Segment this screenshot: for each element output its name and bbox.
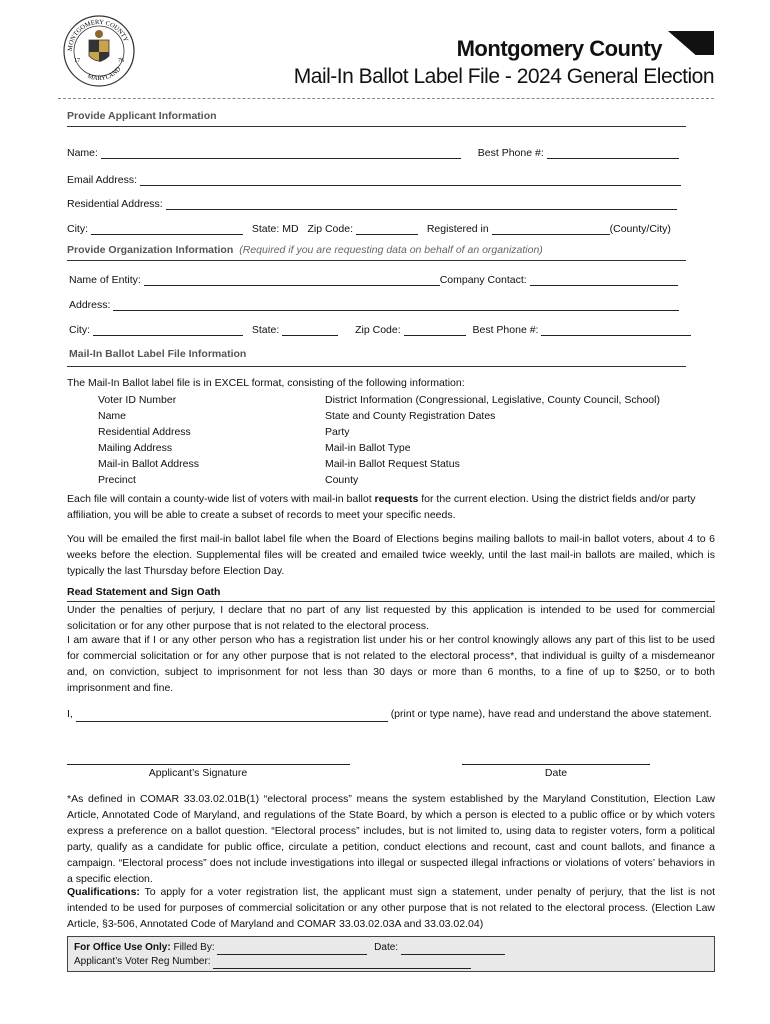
applicant-city-row: [67, 223, 671, 235]
date-line[interactable]: [462, 764, 650, 765]
oath-para2: I am aware that if I or any other person who has a registration list under his or her control knowingly allows any part of this list to be used for commercial solicitation or for any other purpose that is not related to the electoral process*, that individual is guilty of a misdemeanor and, on conviction, subject to imprisonment for not less than 30 days or more than 6 months, to a fine of up to $250, or to both imprisonment and fine.: [67, 634, 715, 694]
entity-label: Name of Entity:: [69, 274, 141, 286]
org-phone-label: Best Phone #:: [472, 324, 539, 336]
city-field[interactable]: [91, 224, 243, 235]
org-heading: [67, 244, 543, 256]
voter-reg-field[interactable]: [213, 958, 471, 969]
oath-print-text: (print or type name), have read and understand the above statement.: [390, 708, 712, 720]
svg-text:MARYLAND: MARYLAND: [86, 65, 123, 83]
org-state-field[interactable]: [282, 325, 338, 336]
contact-label: Company Contact:: [439, 274, 527, 286]
list-item: State and County Registration Dates: [325, 410, 496, 422]
print-name-field[interactable]: [76, 711, 388, 722]
file-fields-left: [98, 392, 325, 488]
svg-text:17: 17: [74, 58, 80, 64]
file-fields-right: [325, 392, 660, 488]
office-label: For Office Use Only:: [74, 942, 171, 953]
county-seal-logo: [62, 14, 136, 88]
contact-field[interactable]: [530, 275, 678, 286]
file-info-intro: The Mail-In Ballot label file is in EXCEL format, consisting of the following information:: [67, 377, 465, 389]
file-info-heading: Mail-In Ballot Label File Information: [69, 348, 247, 360]
applicant-heading: Provide Applicant Information: [67, 110, 217, 122]
office-date-label: Date:: [374, 942, 399, 953]
org-address-field[interactable]: [113, 300, 679, 311]
org-entity-row: [69, 274, 678, 286]
name-field[interactable]: [101, 148, 461, 159]
org-city-label: City:: [69, 324, 90, 336]
org-zip-field[interactable]: [404, 325, 466, 336]
file-info-para2: You will be emailed the first mail-in ballot label file when the Board of Elections begins mailing ballots to mail-in ballot voters, about 4 to 6 weeks before the election. Supplemental files will be created and emailed twice weekly, until the last mail-in ballots are mailed, which is typically the last Thursday before Election Day.: [67, 533, 715, 577]
org-phone-field[interactable]: [541, 325, 691, 336]
qualifications-para: [67, 884, 715, 932]
name-label: Name:: [67, 147, 98, 159]
list-item: Mail-in Ballot Address: [98, 458, 199, 470]
office-date-field[interactable]: [401, 944, 505, 955]
entity-field[interactable]: [144, 275, 440, 286]
list-item: Party: [325, 426, 350, 438]
org-zip-label: Zip Code:: [355, 324, 401, 336]
voter-reg-label: Applicant’s Voter Reg Number:: [74, 956, 211, 967]
svg-text:76: 76: [118, 58, 124, 64]
registered-label: Registered in: [426, 223, 489, 235]
list-item: Residential Address: [98, 426, 191, 438]
applicant-name-row: [67, 147, 679, 159]
office-use-box: [67, 936, 715, 972]
para1-text-b: for the current election. Using the district fields and/or party affiliation, you will be able to create a subset of records to meet your specific needs.: [67, 493, 696, 521]
org-address-label: Address:: [69, 299, 111, 311]
definition-para: *As defined in COMAR 33.03.02.01B(1) “electoral process” means the system established by the Maryland Constitution, Election Law Article, Annotated Code of Maryland, and regulations of the State Board, by which a person is elected to a public office or by which voters express a preference on a ballot question. “Electoral process” includes, but is not limited to, using data to register voters, form a political party, qualify as a candidate for public office, circulate a petition, conduct elections and recount, cast and count ballots, and finance a campaign. “Electoral process” does not include investigations into illegal or suspected illegal infractions or violations of voters’ behaviors in a specific election.: [67, 793, 715, 885]
file-info-rule: [67, 366, 686, 367]
oath-name-statement: [67, 706, 715, 722]
list-item: District Information (Congressional, Legislative, County Council, School): [325, 394, 660, 406]
para1-text-a: Each file will contain a county-wide list of voters with mail-in ballot: [67, 493, 375, 505]
flag-shape: [668, 31, 714, 55]
phone-field[interactable]: [547, 148, 679, 159]
org-rule: [67, 260, 686, 261]
applicant-rule: [67, 126, 686, 127]
oath-heading: Read Statement and Sign Oath: [67, 586, 221, 598]
email-label: Email Address:: [67, 174, 138, 186]
voter-reg-row: [74, 955, 708, 969]
email-field[interactable]: [140, 175, 681, 186]
list-item: Voter ID Number: [98, 394, 177, 406]
zip-label: Zip Code:: [307, 223, 353, 235]
form-title: Mail-In Ballot Label File - 2024 General Election: [293, 65, 714, 88]
org-state-label: State:: [251, 324, 280, 336]
org-address-row: [69, 299, 679, 311]
org-city-field[interactable]: [93, 325, 243, 336]
list-item: Mail-in Ballot Type: [325, 442, 411, 454]
county-title: Montgomery County: [456, 36, 662, 61]
residential-field[interactable]: [166, 199, 677, 210]
list-item: Mailing Address: [98, 442, 173, 454]
county-city-label: (County/City): [609, 223, 671, 235]
qualifications-text: To apply for a voter registration list, the applicant must sign a statement, under penalty of perjury, that the list is not intended to be used for purposes of commercial solicitation or any other purpose that is not related to the electoral process. (Election Law Article, §3-506, Annotated Code of Maryland and COMAR 33.03.02.03A and 33.03.02.04): [67, 886, 715, 930]
applicant-email-row: [67, 174, 681, 186]
svg-text:MONTGOMERY COUNTY: MONTGOMERY COUNTY: [66, 18, 130, 52]
header-divider: [58, 98, 714, 99]
zip-field[interactable]: [356, 224, 418, 235]
list-item: Precinct: [98, 474, 136, 486]
state-label: State:: [251, 223, 280, 235]
signature-line[interactable]: [67, 764, 350, 765]
state-value: MD: [282, 223, 299, 235]
org-heading-text: Provide Organization Information: [67, 244, 234, 256]
filled-by-field[interactable]: [217, 944, 367, 955]
phone-label: Best Phone #:: [477, 147, 544, 159]
signature-label: Applicant’s Signature: [148, 767, 248, 779]
office-filled-row: [74, 941, 708, 955]
date-label: Date: [544, 767, 568, 779]
org-note: (Required if you are requesting data on behalf of an organization): [239, 244, 543, 256]
city-label: City:: [67, 223, 88, 235]
file-info-para1: [67, 491, 715, 523]
file-fields-columns: [98, 392, 660, 488]
qualifications-label: Qualifications:: [67, 886, 140, 898]
filled-by-label: Filled By:: [173, 942, 215, 953]
list-item: Name: [98, 410, 127, 422]
oath-para1: Under the penalties of perjury, I declare that no part of any list requested by this application is intended to be used for commercial solicitation or for any other purpose that is not related to the electoral process.: [67, 604, 715, 632]
registered-field[interactable]: [492, 224, 610, 235]
org-city-row: [69, 324, 691, 336]
residential-label: Residential Address:: [67, 198, 163, 210]
applicant-residential-row: [67, 198, 677, 210]
list-item: Mail-in Ballot Request Status: [325, 458, 460, 470]
para1-bold: requests: [374, 493, 419, 505]
oath-i-label: I,: [67, 708, 73, 720]
list-item: County: [325, 474, 359, 486]
